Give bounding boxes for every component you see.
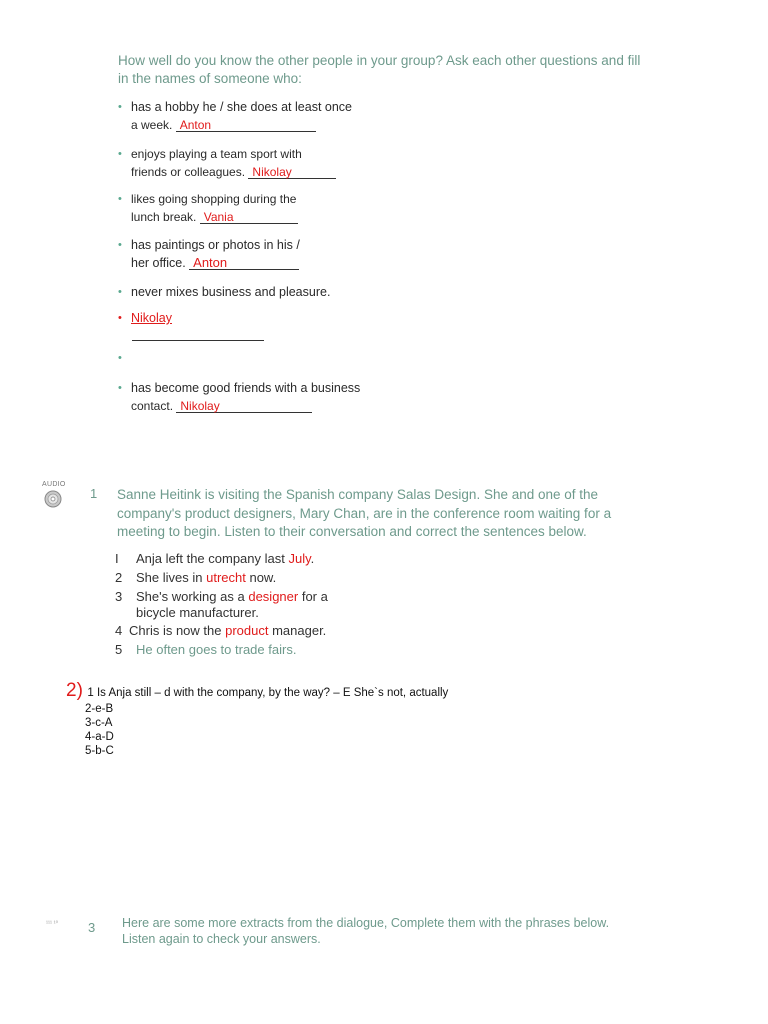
bullet-item: • has paintings or photos in his / her office. Anton xyxy=(118,238,300,270)
sentence-4: 4 Chris is now the product manager. xyxy=(115,623,327,638)
bullet-item: • has become good friends with a business contact. Nikolay xyxy=(118,381,361,413)
answer-text: Nikolay xyxy=(131,311,172,325)
exercise-number: 2) xyxy=(66,680,83,701)
exercise-2-answer: 2) 1 Is Anja still – d with the company, by the way? – E She`s not, actually xyxy=(66,680,449,701)
answer-line[interactable] xyxy=(132,340,264,341)
answer-pair: 4-a-D xyxy=(85,731,114,743)
bullet-dot: • xyxy=(118,312,122,324)
answer-pair: 5-b-C xyxy=(85,745,114,757)
sentence-3-continued: bicycle manufacturer. xyxy=(136,605,259,620)
sentence-3: 3 She's working as a designer for a xyxy=(115,589,328,604)
answer-text: July xyxy=(288,551,311,566)
bullet-dot: • xyxy=(118,286,122,298)
cd-icon[interactable] xyxy=(44,490,62,508)
bullet-dot: • xyxy=(118,148,122,160)
answer-text: utrecht xyxy=(206,570,246,585)
intro-line-2: in the names of someone who: xyxy=(118,71,302,86)
sentence-5: 5 He often goes to trade fairs. xyxy=(115,642,297,657)
answer-pair: 2-e-B xyxy=(85,703,114,715)
exercise-number: 1 xyxy=(90,486,98,501)
bullet-item: • enjoys playing a team sport with friends or colleagues. Nikolay xyxy=(118,145,336,181)
answer-line[interactable] xyxy=(176,397,312,413)
answer-text: designer xyxy=(248,589,299,604)
answer-text: Vania xyxy=(203,210,234,224)
bullet-dot: • xyxy=(118,101,122,113)
answer-line[interactable] xyxy=(176,116,316,132)
bullet-dot: • xyxy=(118,352,122,364)
bullet-item: • has a hobby he / she does at least once a week. Anton xyxy=(118,100,352,132)
audio-label: AUDIO xyxy=(42,481,66,488)
bullet-item xyxy=(118,309,172,327)
sentence-1: I Anja left the company last July. xyxy=(115,551,315,566)
answer-line[interactable] xyxy=(189,254,299,270)
answer-text: Nikolay xyxy=(180,399,220,413)
answer-text: Nikolay xyxy=(252,165,292,179)
answer-text: Anton xyxy=(179,118,212,132)
bullet-dot: • xyxy=(118,382,122,394)
intro-line-1: How well do you know the other people in your group? Ask each other questions and fill xyxy=(118,53,641,68)
answer-pair: 3-c-A xyxy=(85,717,113,729)
exercise-number: 3 xyxy=(88,920,96,935)
answer-line[interactable] xyxy=(200,208,298,224)
answer-text: Anton xyxy=(193,255,228,270)
audio-track-label: ¹¹¹ ¹⁰ xyxy=(46,921,59,927)
bullet-item: • never mixes business and pleasure. xyxy=(118,285,331,299)
exercise-instructions: Here are some more extracts from the dialogue, Complete them with the phrases below. Listen again to check your answers. xyxy=(122,916,610,946)
bullet-dot: • xyxy=(118,239,122,251)
sentence-2: 2 She lives in utrecht now. xyxy=(115,570,277,585)
answer-text: product xyxy=(225,623,269,638)
answer-line[interactable] xyxy=(248,163,336,179)
intro-text xyxy=(118,52,708,88)
exercise-instructions: Sanne Heitink is visiting the Spanish company Salas Design. She and one of the company's product designers, Mary Chan, are in the conference room waiting for a meeting to begin. Listen to their conversation and correct the sentences below. xyxy=(117,487,612,539)
bullet-dot: • xyxy=(118,193,122,205)
bullet-item: • likes going shopping during the lunch break. Vania xyxy=(118,192,297,224)
